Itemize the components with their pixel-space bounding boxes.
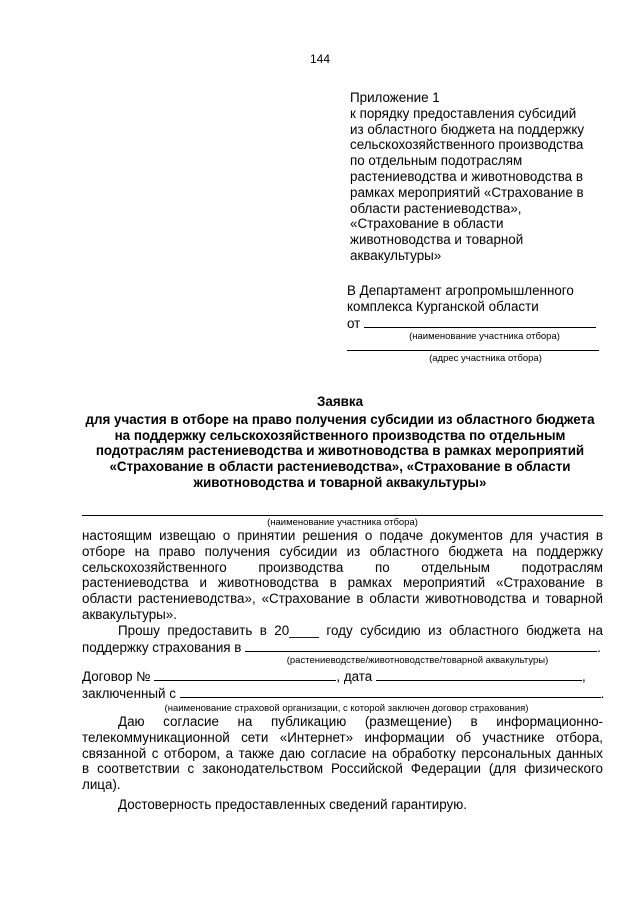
title-line: на поддержку сельскохозяйственного производства по отдельным bbox=[114, 427, 566, 443]
insurance-type-field[interactable] bbox=[245, 639, 597, 652]
appendix-line: «Страхование в области bbox=[350, 216, 504, 232]
appendix-line: к порядку предоставления субсидий bbox=[350, 105, 577, 121]
concluded-label: заключенный с bbox=[82, 686, 176, 702]
notice-line: растениеводства и животноводства в рамках мероприятий «Страхование в bbox=[82, 575, 603, 591]
date-label: , дата bbox=[336, 669, 373, 685]
notice-line: области растениеводства», «Страхование в области животноводства и товарной bbox=[82, 591, 603, 607]
contract-date-field[interactable] bbox=[376, 668, 582, 681]
addressee-line: В Департамент агропромышленного bbox=[347, 283, 574, 298]
appendix-line: рамках мероприятий «Страхование в bbox=[350, 184, 584, 200]
application-body bbox=[82, 503, 603, 813]
addressee-block bbox=[347, 283, 602, 364]
consent-line: в соответствии с законодательством Российской Федерации (для физического bbox=[82, 761, 603, 777]
participant-name-caption: (наименование участника отбора) bbox=[409, 331, 560, 343]
participant-name-field[interactable] bbox=[364, 315, 596, 328]
from-label: от bbox=[347, 315, 361, 331]
title-line: для участия в отборе на право получения субсидии из областного бюджета bbox=[85, 411, 595, 427]
appendix-line: из областного бюджета на поддержку bbox=[350, 121, 585, 137]
title-line: подотраслям растениеводства и животноводства в рамках мероприятий bbox=[95, 443, 585, 459]
consent-line: Даю согласие на публикацию (размещение) в информационно- bbox=[118, 713, 603, 729]
insurance-type-caption: (растениеводстве/животноводстве/товарной аквакультуры) bbox=[286, 655, 549, 667]
appendix-line: Приложение 1 bbox=[350, 90, 440, 105]
appendix-line: аквакультуры» bbox=[350, 247, 442, 263]
insurer-caption: (наименование страховой организации, с которой заключен договор страхования) bbox=[164, 702, 529, 714]
participant-address-field[interactable] bbox=[347, 342, 599, 351]
appendix-line: животноводства и товарной bbox=[350, 232, 524, 248]
request-label: поддержку страхования в bbox=[82, 639, 242, 655]
appendix-line: растениеводства и животноводства в bbox=[350, 168, 583, 184]
participant-address-caption: (адрес участника отбора) bbox=[429, 353, 542, 365]
notice-line: аквакультуры». bbox=[82, 606, 177, 622]
appendix-line: по отдельным подотраслям bbox=[350, 153, 523, 169]
participant-name-caption-main: (наименование участника отбора) bbox=[267, 517, 418, 528]
appendix-header bbox=[350, 90, 625, 264]
title-heading: Заявка bbox=[316, 394, 364, 409]
participant-name-field-main[interactable] bbox=[82, 503, 603, 516]
contract-number-field[interactable] bbox=[154, 668, 336, 681]
title-line: животноводства и товарной аквакультуры» bbox=[193, 474, 487, 490]
notice-line: отборе на право получения субсидии из областного бюджета на поддержку bbox=[82, 543, 603, 559]
contract-label: Договор № bbox=[82, 669, 151, 685]
request-line-2: поддержку страхования в . bbox=[82, 639, 601, 655]
title-line: «Страхование в области растениеводства», «Страхование в области bbox=[109, 459, 571, 475]
notice-line: настоящим извещаю о принятии решения о подаче документов для участия в bbox=[82, 528, 603, 543]
request-line: Прошу предоставить в 20____ году субсидию из областного бюджета на bbox=[118, 622, 603, 638]
page-number: 144 bbox=[309, 52, 331, 66]
contract-line: Договор № , дата , bbox=[82, 669, 586, 685]
notice-line: сельскохозяйственного производства по отдельным подотраслям bbox=[82, 559, 603, 575]
consent-line: связанной с отбором, а также даю согласие на обработку персональных данных bbox=[82, 745, 603, 761]
guarantee-line: Достоверность предоставленных сведений гарантирую. bbox=[118, 796, 467, 812]
appendix-line: сельскохозяйственного производства bbox=[350, 137, 584, 153]
insurer-name-field[interactable] bbox=[180, 685, 601, 698]
concluded-line: заключенный с . bbox=[82, 686, 605, 702]
consent-line: лица). bbox=[82, 777, 121, 793]
consent-line: телекоммуникационной сети «Интернет» информации об участнике отбора, bbox=[82, 729, 603, 745]
from-line bbox=[347, 315, 602, 332]
addressee-line: комплекса Курганской области bbox=[347, 298, 539, 314]
application-title bbox=[70, 394, 610, 491]
appendix-line: области растениеводства», bbox=[350, 200, 522, 216]
